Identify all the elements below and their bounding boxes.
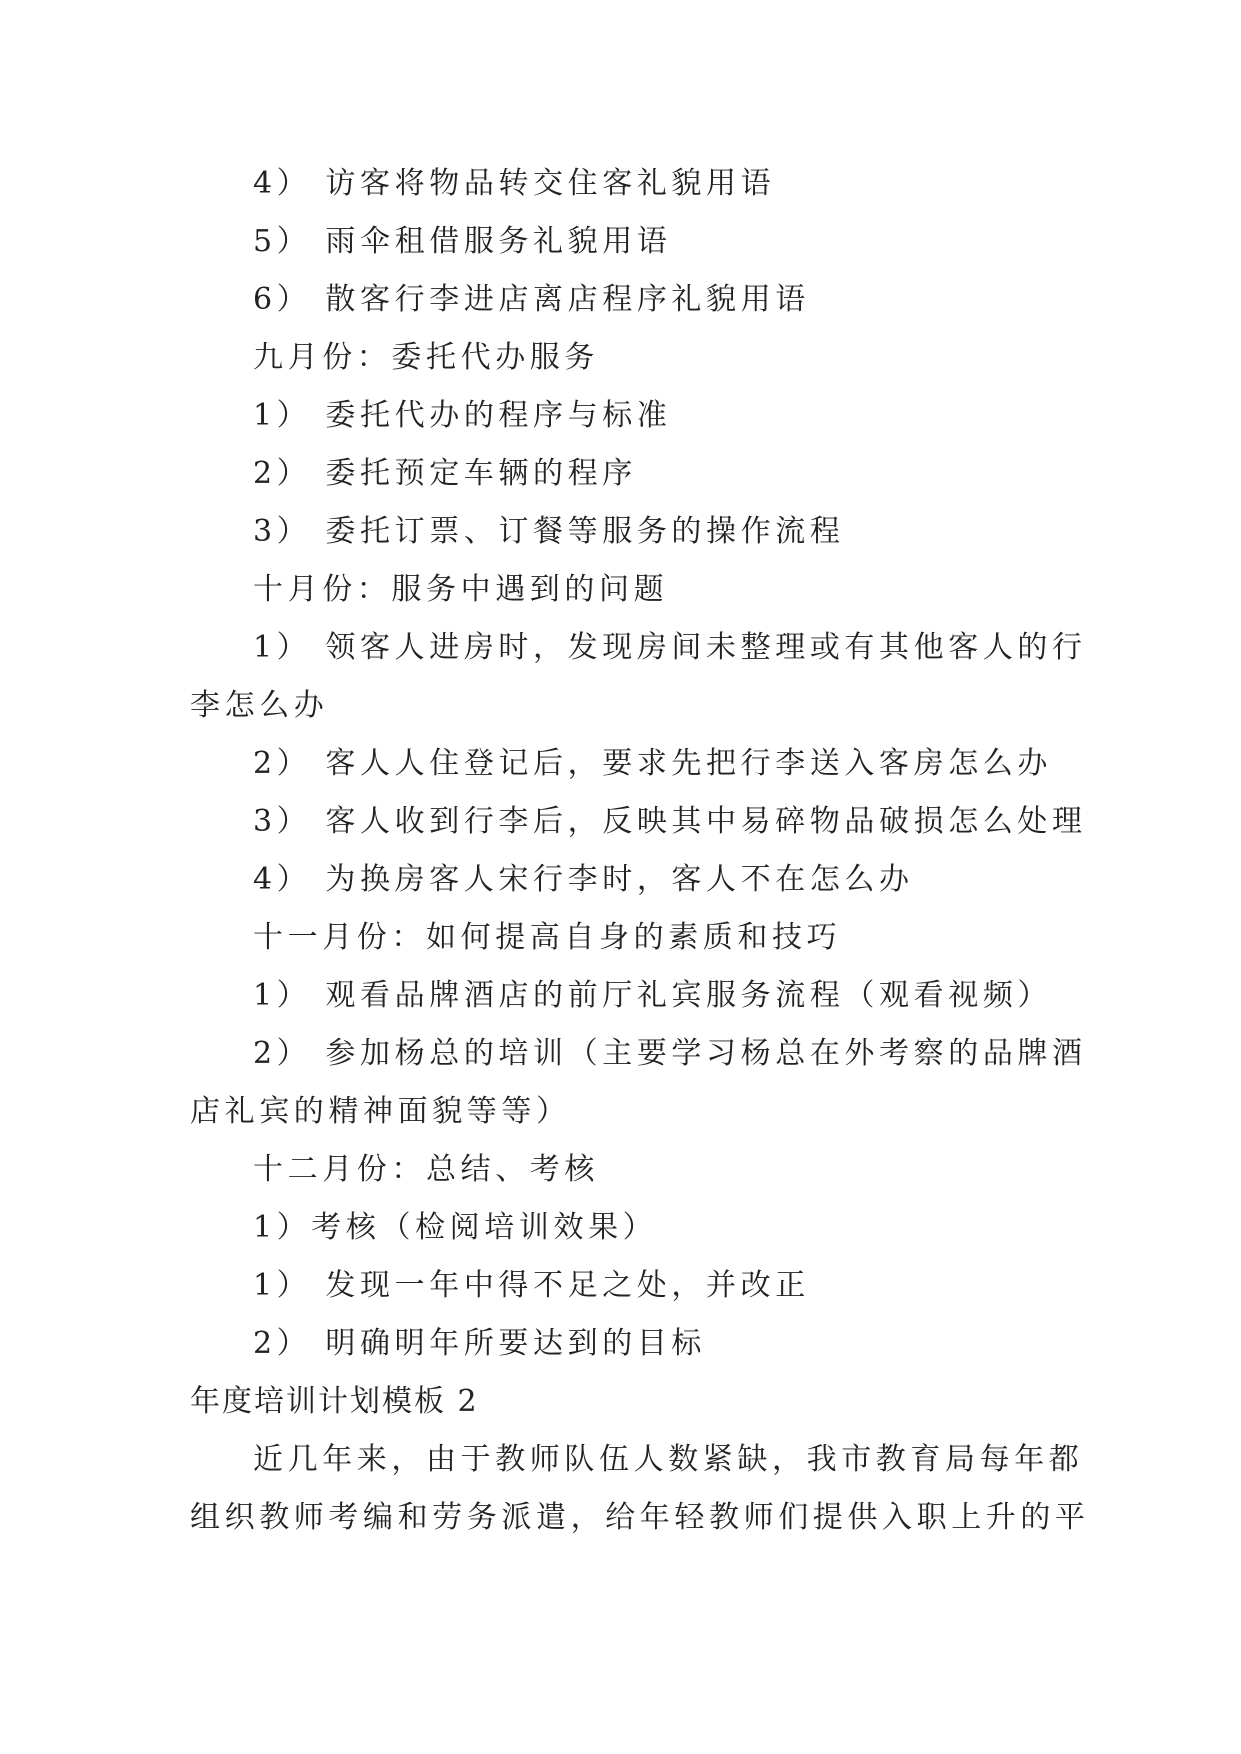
paragraph-line: 近几年来，由于教师队伍人数紧缺，我市教育局每年都 [253,1442,1084,1477]
text-line: 李怎么办 [190,688,329,723]
text-line: 6） 散客行李进店离店程序礼貌用语 [253,282,810,317]
text-line: 2） 明确明年所要达到的目标 [253,1326,707,1361]
section-heading: 九月份：委托代办服务 [253,340,599,375]
text-line: 店礼宾的精神面貌等等） [190,1094,571,1129]
text-line: 2） 客人人住登记后，要求先把行李送入客房怎么办 [253,746,1053,781]
text-line: 2） 委托预定车辆的程序 [253,456,637,491]
text-line: 2） 参加杨总的培训（主要学习杨总在外考察的品牌酒 [253,1036,1087,1071]
text-line: 3） 客人收到行李后，反映其中易碎物品破损怎么处理 [253,804,1087,839]
text-line: 5） 雨伞租借服务礼貌用语 [253,224,672,259]
text-line: 3） 委托订票、订餐等服务的操作流程 [253,514,845,549]
text-line: 4） 访客将物品转交住客礼貌用语 [253,166,776,201]
document-heading: 年度培训计划模板 2 [190,1384,479,1419]
text-line: 1） 发现一年中得不足之处，并改正 [253,1268,810,1303]
text-line: 1） 委托代办的程序与标准 [253,398,672,433]
section-heading: 十月份：服务中遇到的问题 [253,572,669,607]
paragraph-line: 组织教师考编和劳务派遣，给年轻教师们提供入职上升的平 [190,1500,1090,1535]
section-heading: 十二月份：总结、考核 [253,1152,599,1187]
text-line: 1） 观看品牌酒店的前厅礼宾服务流程（观看视频） [253,978,1053,1013]
text-line: 1） 领客人进房时，发现房间未整理或有其他客人的行 [253,630,1087,665]
text-line: 1）考核（检阅培训效果） [253,1210,658,1245]
text-line: 4） 为换房客人宋行李时，客人不在怎么办 [253,862,914,897]
section-heading: 十一月份：如何提高自身的素质和技巧 [253,920,842,955]
